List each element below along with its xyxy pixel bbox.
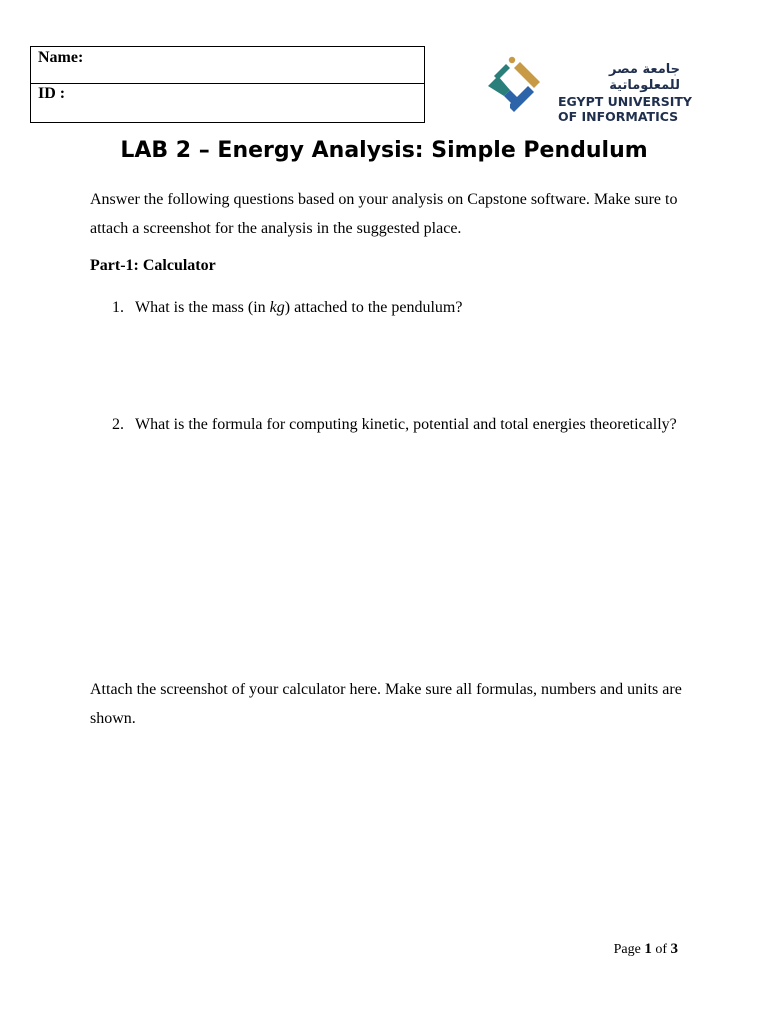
name-field[interactable]: [31, 47, 425, 84]
name-label: Name:: [38, 49, 84, 66]
question-1-number: 1.: [112, 299, 124, 316]
id-label: ID :: [38, 85, 66, 102]
university-emblem-icon: [484, 56, 546, 120]
question-1: [112, 293, 692, 322]
attach-screenshot-note: Attach the screenshot of your calculator here. Make sure all formulas, numbers and units are shown.: [90, 681, 682, 727]
student-info-table: [30, 46, 425, 123]
university-logo: [484, 56, 692, 124]
of-word: of: [655, 942, 667, 957]
current-page: 1: [644, 941, 652, 957]
logo-name-line1: EGYPT UNIVERSITY: [558, 94, 692, 109]
question-1-text-end: ) attached to the pendulum?: [284, 299, 463, 316]
intro-paragraph: Answer the following questions based on your analysis on Capstone software. Make sure to attach a screenshot for the analysis in the suggested place.: [90, 191, 678, 237]
question-1-unit: kg: [269, 299, 285, 316]
id-field[interactable]: [31, 84, 425, 123]
question-2-text: What is the formula for computing kinetic, potential and total energies theoretically?: [135, 416, 677, 433]
logo-arabic-name: جامعة مصر للمعلوماتية: [609, 62, 680, 93]
total-pages: 3: [670, 941, 678, 957]
question-1-text-start: What is the mass (in: [135, 299, 270, 316]
page-number-footer: [614, 941, 678, 958]
logo-name-line2: OF INFORMATICS: [558, 109, 679, 124]
question-2-number: 2.: [112, 416, 124, 433]
question-2: [112, 410, 692, 439]
page-title: LAB 2 – Energy Analysis: Simple Pendulum: [120, 138, 648, 163]
part1-heading: Part-1: Calculator: [90, 257, 216, 274]
page-word: Page: [613, 942, 641, 957]
